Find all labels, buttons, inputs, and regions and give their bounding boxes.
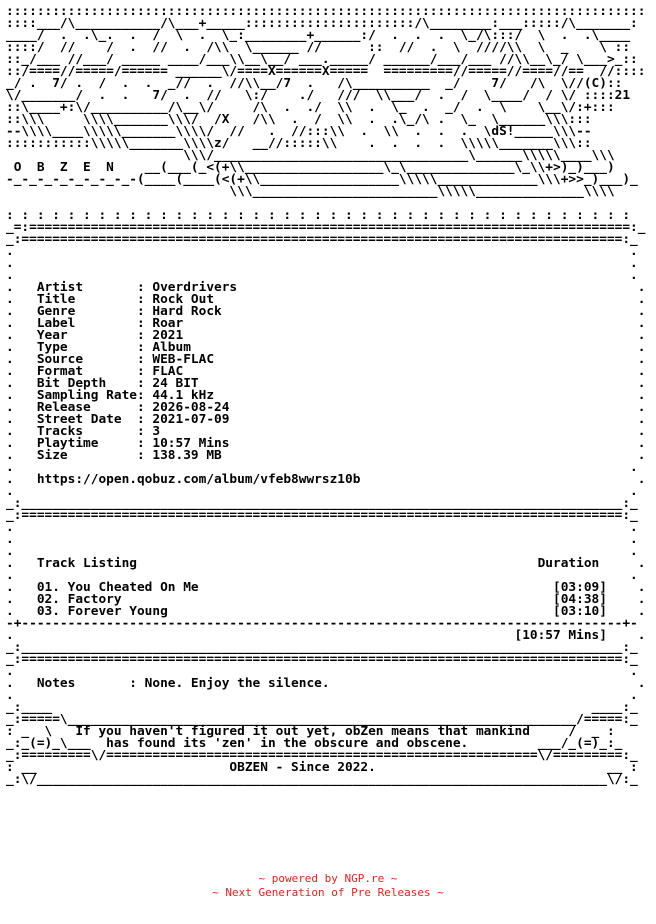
banner-art-line: -_-_-_-_-_-_-_-_-(____(____(<(+\\__________________\\\\\_____________\\\+>>_)___)_ — [6, 172, 638, 187]
banner-art-line: :::::::::::\\\\\_______\\\\z/ __//:::::\\ . . . . \\\\\_______\\\:: — [6, 136, 592, 151]
single-rule: _:______________________________________________________________________________:_ — [6, 640, 638, 655]
release-field-tracks: . Tracks : 3 . — [6, 424, 646, 439]
motto-line-2: _:_(=)_\___ has found its 'zen' in the obscure and obscene. ___/_(=)_:_ — [6, 736, 623, 751]
banner-art-line: --\\\\____\\\\\_______\\\\/ // . //:::\\ . \\ . . . \dS!_____\\\-- — [6, 124, 592, 139]
release-field-title: . Title : Rock Out . — [6, 292, 646, 307]
banner-art-line: ::\\\ \\\\_______\\\/ /X /\\ . / \\ . .\_/\ . \_ \______\\\::: — [6, 112, 592, 127]
blank-line: . . — [6, 664, 638, 679]
banner-art-line: \/_______/ . . 7/ . // \:/ ./ /// \\___/ . / \____/ / \/ ::::21 — [6, 88, 631, 103]
blank-line: . . — [6, 532, 638, 547]
banner-art-line: ____/ . .\_. . / \ . \_:________+______:/ . . . \_/\:::/ \ . .\____ — [6, 28, 631, 43]
banner-art-line: _/ . 7/ . / . . _// . //\\__/7 . /\__________ _/ 7/ /\ \//(C):: — [6, 76, 623, 91]
total-playtime: . [10:57 Mins] . — [6, 628, 646, 643]
release-field-artist: . Artist : Overdrivers . — [6, 280, 646, 295]
notes-line: . Notes : None. Enjoy the silence. . — [6, 676, 646, 691]
release-field-street-date: . Street Date : 2021-07-09 . — [6, 412, 646, 427]
double-rule: _=:==============================================================================:_ — [6, 220, 646, 235]
tagline-line: ~ Next Generation of Pre Releases ~ — [212, 886, 444, 899]
double-rule: _:==============================================================================:_ — [6, 232, 638, 247]
banner-art-line: ::_/___ //___/ _____ ____/___\\__\__/ ___._____/ ______/___/___ //\\__\_/ \___>_:: — [6, 52, 638, 67]
motto-line-1: : _ \ If you haven't figured it out yet, obZen means that mankind / _ : — [6, 724, 615, 739]
track-row-1: . 01. You Cheated On Me [03:09] . — [6, 580, 646, 595]
blank-line: . . — [6, 688, 638, 703]
blank-line: . . — [6, 256, 638, 271]
banner-art-line: \\\________________________\\\\\______________\\\\ — [229, 184, 615, 199]
single-rule: _:______________________________________________________________________________:_ — [6, 496, 638, 511]
banner-art-line: O B Z E N __(___(_<(+\\__________________\_\______________\_\\+>)_)___) — [13, 160, 615, 175]
release-field-genre: . Genre : Hard Rock . — [6, 304, 646, 319]
release-field-playtime: . Playtime : 10:57 Mins . — [6, 436, 646, 451]
banner-art-line: ::::::::::::::::::::::::::::::::::::::::::::::::::::::::::::::::::::::::::::::::::: — [6, 4, 646, 19]
powered-by-line[interactable] — [0, 872, 656, 886]
banner-art-line: ::\____+:\/__________/\__\/ /\ . ./ \\ . \_ . _/ . \ \__\/:+::: — [6, 100, 615, 115]
closing-rule: _:\/__________________________________________________________________________\/:_ — [6, 772, 638, 787]
motto-frame: _:=========\/========================================================\/=========:_ — [6, 748, 638, 763]
release-field-release: . Release : 2026-08-24 . — [6, 400, 646, 415]
release-field-source: . Source : WEB-FLAC . — [6, 352, 646, 367]
blank-line: . . — [6, 244, 638, 259]
banner-art-line: ::/====//=====/====== ______\/====X======X===== =========//=====//====//== //:::: — [6, 64, 646, 79]
banner-art-line: \\\/_________________________________\______\\\\\____\\\ — [183, 148, 615, 163]
signature-line: : __ OBZEN - Since 2022. __ : — [6, 760, 638, 775]
motto-frame: _:____ ____:_ — [6, 700, 638, 715]
track-row-3: . 03. Forever Young [03:10] . — [6, 604, 646, 619]
release-field-bit-depth: . Bit Depth : 24 BIT . — [6, 376, 646, 391]
ngp-link[interactable]: ~ powered by NGP.re ~ — [258, 872, 398, 885]
motto-frame: _:=====\__________________________________________________________________/=====:_ — [6, 712, 638, 727]
blank-line: . . — [6, 460, 638, 475]
double-rule: _:==============================================================================:_ — [6, 652, 638, 667]
blank-line: . . — [6, 520, 638, 535]
release-field-size: . Size : 138.39 MB . — [6, 448, 646, 463]
track-row-2: . 02. Factory [04:38] . — [6, 592, 646, 607]
release-field-format: . Format : FLAC . — [6, 364, 646, 379]
blank-line: . . — [6, 568, 638, 583]
album-url: . https://open.qobuz.com/album/vfeb8wwrsz10b . — [6, 472, 646, 487]
double-rule: _:==============================================================================:_ — [6, 508, 638, 523]
release-field-sampling-rate: . Sampling Rate: 44.1 kHz . — [6, 388, 646, 403]
blank-line: . . — [6, 484, 638, 499]
release-field-label: . Label : Roar . — [6, 316, 646, 331]
dotted-border: : : : : : : : : : : : : : : : : : : : : : : : : : : : : : : : : : : : : : : : : : — [6, 208, 631, 223]
release-field-year: . Year : 2021 . — [6, 328, 646, 343]
banner-art-line: ::::/ // / . // . /\\ \______ // :: // . \ ////\\ \ _ \ :: — [6, 40, 631, 55]
release-field-type: . Type : Album . — [6, 340, 646, 355]
banner-art-line: ::::___/\___________/\___+_____::::::::::::::::::::::/\________:___:::::/\_______: — [6, 16, 638, 31]
track-divider: -+------------------------------------------------------------------------------+- — [6, 616, 638, 631]
blank-line: . . — [6, 544, 638, 559]
blank-line: . . — [6, 268, 638, 283]
nfo-text — [6, 6, 645, 786]
track-listing-header: . Track Listing Duration . — [6, 556, 646, 571]
